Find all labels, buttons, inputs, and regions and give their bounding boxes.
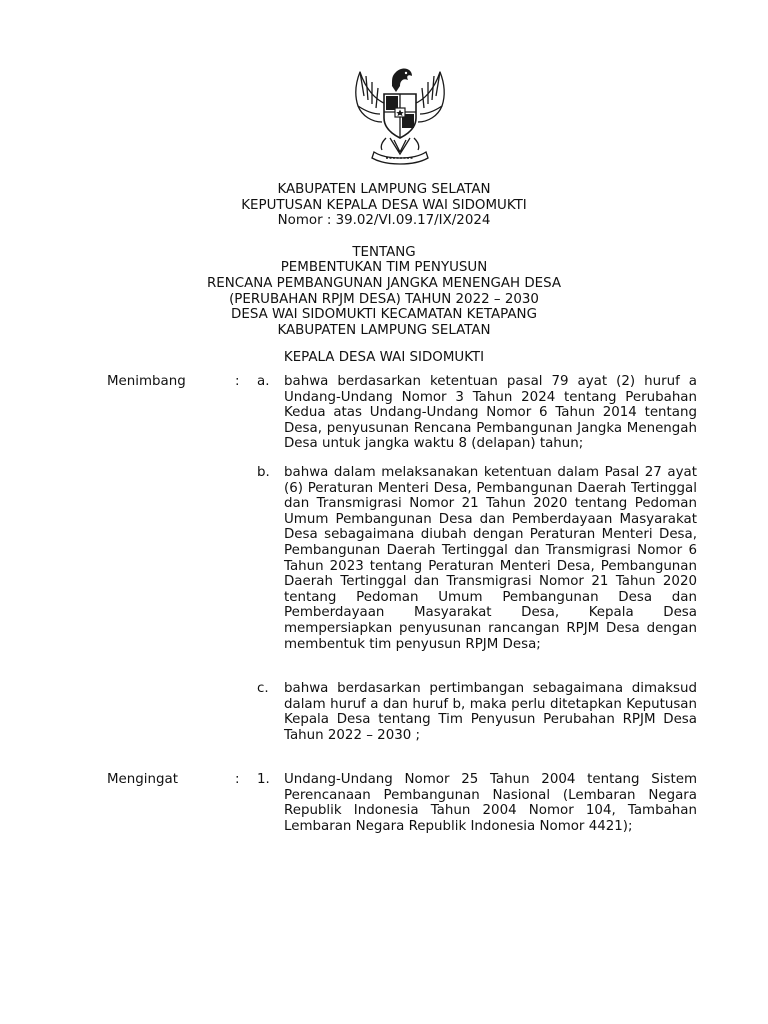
decree-number: Nomor : 39.02/VI.09.17/IX/2024 [277, 213, 491, 229]
subject-line-4: DESA WAI SIDOMUKTI KECAMATAN KETAPANG [231, 307, 537, 323]
menimbang-label: Menimbang [107, 374, 186, 389]
mengingat-label: Mengingat [107, 772, 178, 787]
item-marker: b. [257, 465, 270, 480]
item-text: Undang-Undang Nomor 25 Tahun 2004 tentang Sistem Perencanaan Pembangunan Nasional (Lembaran Negara Republik Indonesia Tahun 2004 Nomor 104, Tambahan Lembaran Negara Republik Indonesia Nomor 4421); [284, 772, 697, 834]
tentang-label: TENTANG [352, 244, 416, 260]
item-text: bahwa berdasarkan ketentuan pasal 79 ayat (2) huruf a Undang-Undang Nomor 3 Tahun 2024 tentang Perubahan Kedua atas Undang-Undang Nomor 6 Tahun 2014 tentang Desa, penyusunan Rencana Pembangunan Jangka Menengah Desa untuk jangka waktu 8 (delapan) tahun; [284, 374, 697, 452]
regency-name: KABUPATEN LAMPUNG SELATAN [277, 182, 491, 197]
subject-line-3: (PERUBAHAN RPJM DESA) TAHUN 2022 – 2030 [229, 291, 539, 307]
document-header [0, 182, 768, 338]
item-text: bahwa dalam melaksanakan ketentuan dalam Pasal 27 ayat (6) Peraturan Menteri Desa, Pembangunan Daerah Tertinggal dan Transmigrasi Nomor 21 Tahun 2020 tentang Pedoman Umum Pembangunan Desa dan Pemberdayaan Masyarakat Desa sebagaimana diubah dengan Peraturan Menteri Desa, Pembangunan Daerah Tertinggal dan Transmigrasi Nomor 6 Tahun 2023 tentang Peraturan Menteri Desa, Pembangunan Daerah Tertinggal dan Transmigrasi Nomor 21 Tahun 2020 tentang Pedoman Umum Pembangunan Desa dan Pemberdayaan Masyarakat Desa, Kepala Desa mempersiapkan penyusunan rancangan RPJM Desa dengan membentuk tim penyusun RPJM Desa; [284, 465, 697, 652]
item-marker: 1. [257, 772, 270, 787]
garuda-pancasila-emblem [346, 60, 454, 166]
menimbang-colon: : [235, 374, 240, 389]
item-marker: a. [257, 374, 270, 389]
mengingat-colon: : [235, 772, 240, 787]
subject-line-5: KABUPATEN LAMPUNG SELATAN [277, 322, 491, 338]
subject-line-2: RENCANA PEMBANGUNAN JANGKA MENENGAH DESA [206, 275, 562, 291]
decree-title: KEPUTUSAN KEPALA DESA WAI SIDOMUKTI [241, 197, 527, 213]
item-text: bahwa berdasarkan pertimbangan sebagaimana dimaksud dalam huruf a dan huruf b, maka perlu ditetapkan Keputusan Kepala Desa tentang Tim Penyusun Perubahan RPJM Desa Tahun 2022 – 2030 ; [284, 681, 697, 743]
issuer-heading: KEPALA DESA WAI SIDOMUKTI [283, 350, 485, 365]
item-marker: c. [257, 681, 269, 696]
subject-line-1: PEMBENTUKAN TIM PENYUSUN [280, 260, 488, 276]
